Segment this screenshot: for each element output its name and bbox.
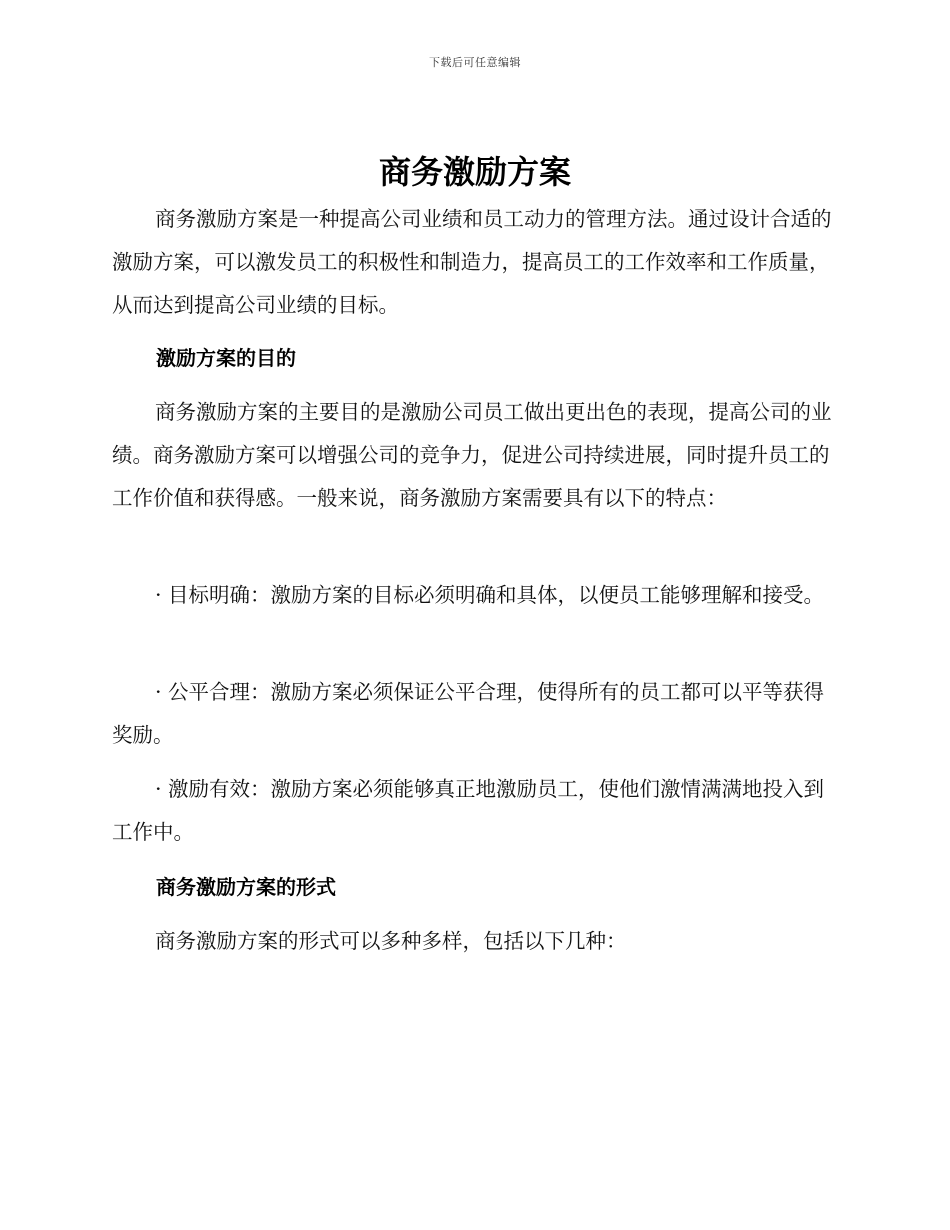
section-heading-purpose: 激励方案的目的 xyxy=(156,346,296,370)
bullet-item-clear-goal: · 目标明确：激励方案的目标必须明确和具体，以便员工能够理解和接受。 xyxy=(155,583,825,607)
forms-paragraph: 商务激励方案的形式可以多种多样，包括以下几种： xyxy=(155,929,627,953)
bullet-item-effectiveness: · 激励有效：激励方案必须能够真正地激励员工，使他们激情满满地投入到工作中。 xyxy=(112,777,825,844)
intro-paragraph: 商务激励方案是一种提高公司业绩和员工动力的管理方法。通过设计合适的激励方案，可以激发员工的积极性和制造力，提高员工的工作效率和工作质量，从而达到提高公司业绩的目标。 xyxy=(112,207,832,317)
section-heading-forms: 商务激励方案的形式 xyxy=(156,875,336,899)
page-header-note: 下载后可任意编辑 xyxy=(429,56,521,69)
bullet-item-fairness: · 公平合理：激励方案必须保证公平合理，使得所有的员工都可以平等获得奖励。 xyxy=(112,680,825,747)
document-title: 商务激励方案 xyxy=(378,153,571,191)
purpose-paragraph: 商务激励方案的主要目的是激励公司员工做出更出色的表现，提高公司的业绩。商务激励方案可以增强公司的竞争力，促进公司持续进展，同时提升员工的工作价值和获得感。一般来说，商务激励方案需要具有以下的特点： xyxy=(112,400,832,510)
